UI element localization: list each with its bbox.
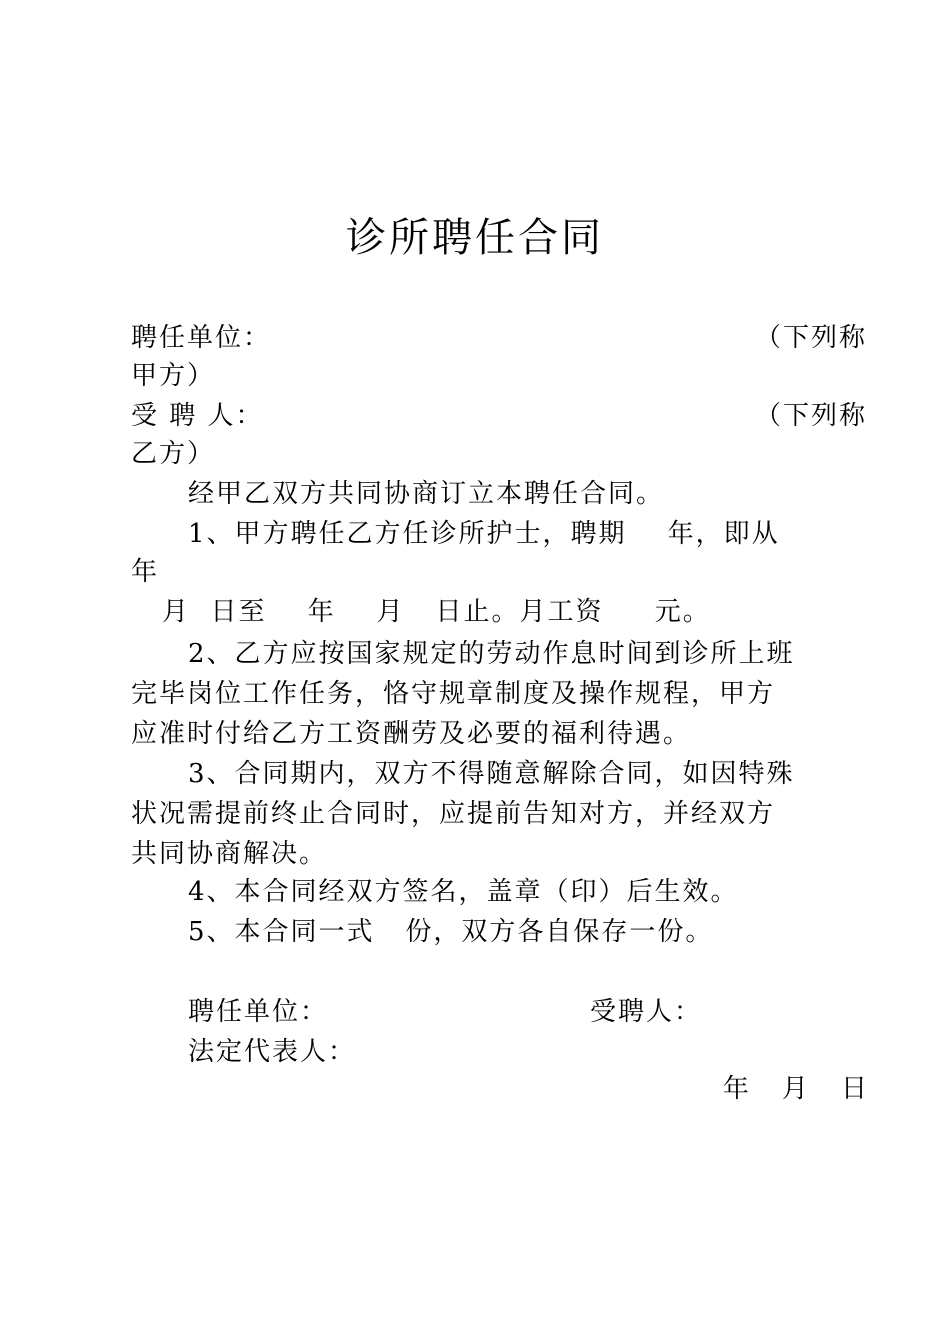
employer-line [131,318,867,358]
clause-2-line-3: 应准时付给乙方工资酬劳及必要的福利待遇。 [131,719,692,749]
clause-2-line-1: 2、乙方应按国家规定的劳动作息时间到诊所上班 [188,639,795,669]
employer-label: 聘任单位： [131,323,272,353]
employee-label: 受 聘 人： [131,401,264,431]
clause-3-line-2: 状况需提前终止合同时，应提前告知对方，并经双方 [131,799,776,829]
signature-employee-label: 受聘人： [590,997,703,1027]
signature-date: 年 月 日 [722,1074,867,1104]
employee-suffix-cont: 乙方） [131,439,216,469]
clause-3-line-3: 共同协商解决。 [131,839,328,869]
clause-1-line-1: 1、甲方聘任乙方任诊所护士，聘期 年，即从 [188,519,780,549]
clause-3-line-1: 3、合同期内，双方不得随意解除合同，如因特殊 [188,759,795,789]
document-title: 诊所聘任合同 [346,215,604,261]
intro-paragraph: 经甲乙双方共同协商订立本聘任合同。 [188,479,665,509]
clause-2-line-2: 完毕岗位工作任务，恪守规章制度及操作规程，甲方 [131,679,776,709]
employer-suffix: （下列称 [754,323,867,353]
clause-1-line-3: 月 日至 年 月 日止。月工资 元。 [162,597,711,627]
signature-employer-label: 聘任单位： [188,997,329,1027]
employee-line [131,396,867,436]
employer-suffix-cont: 甲方） [131,361,216,391]
employee-suffix: （下列称 [754,401,867,431]
clause-4: 4、本合同经双方签名，盖章（印）后生效。 [188,877,739,907]
signature-legal-rep-label: 法定代表人： [188,1037,357,1067]
clause-5: 5、本合同一式 份，双方各自保存一份。 [188,917,714,947]
clause-1-line-2: 年 [131,557,160,587]
